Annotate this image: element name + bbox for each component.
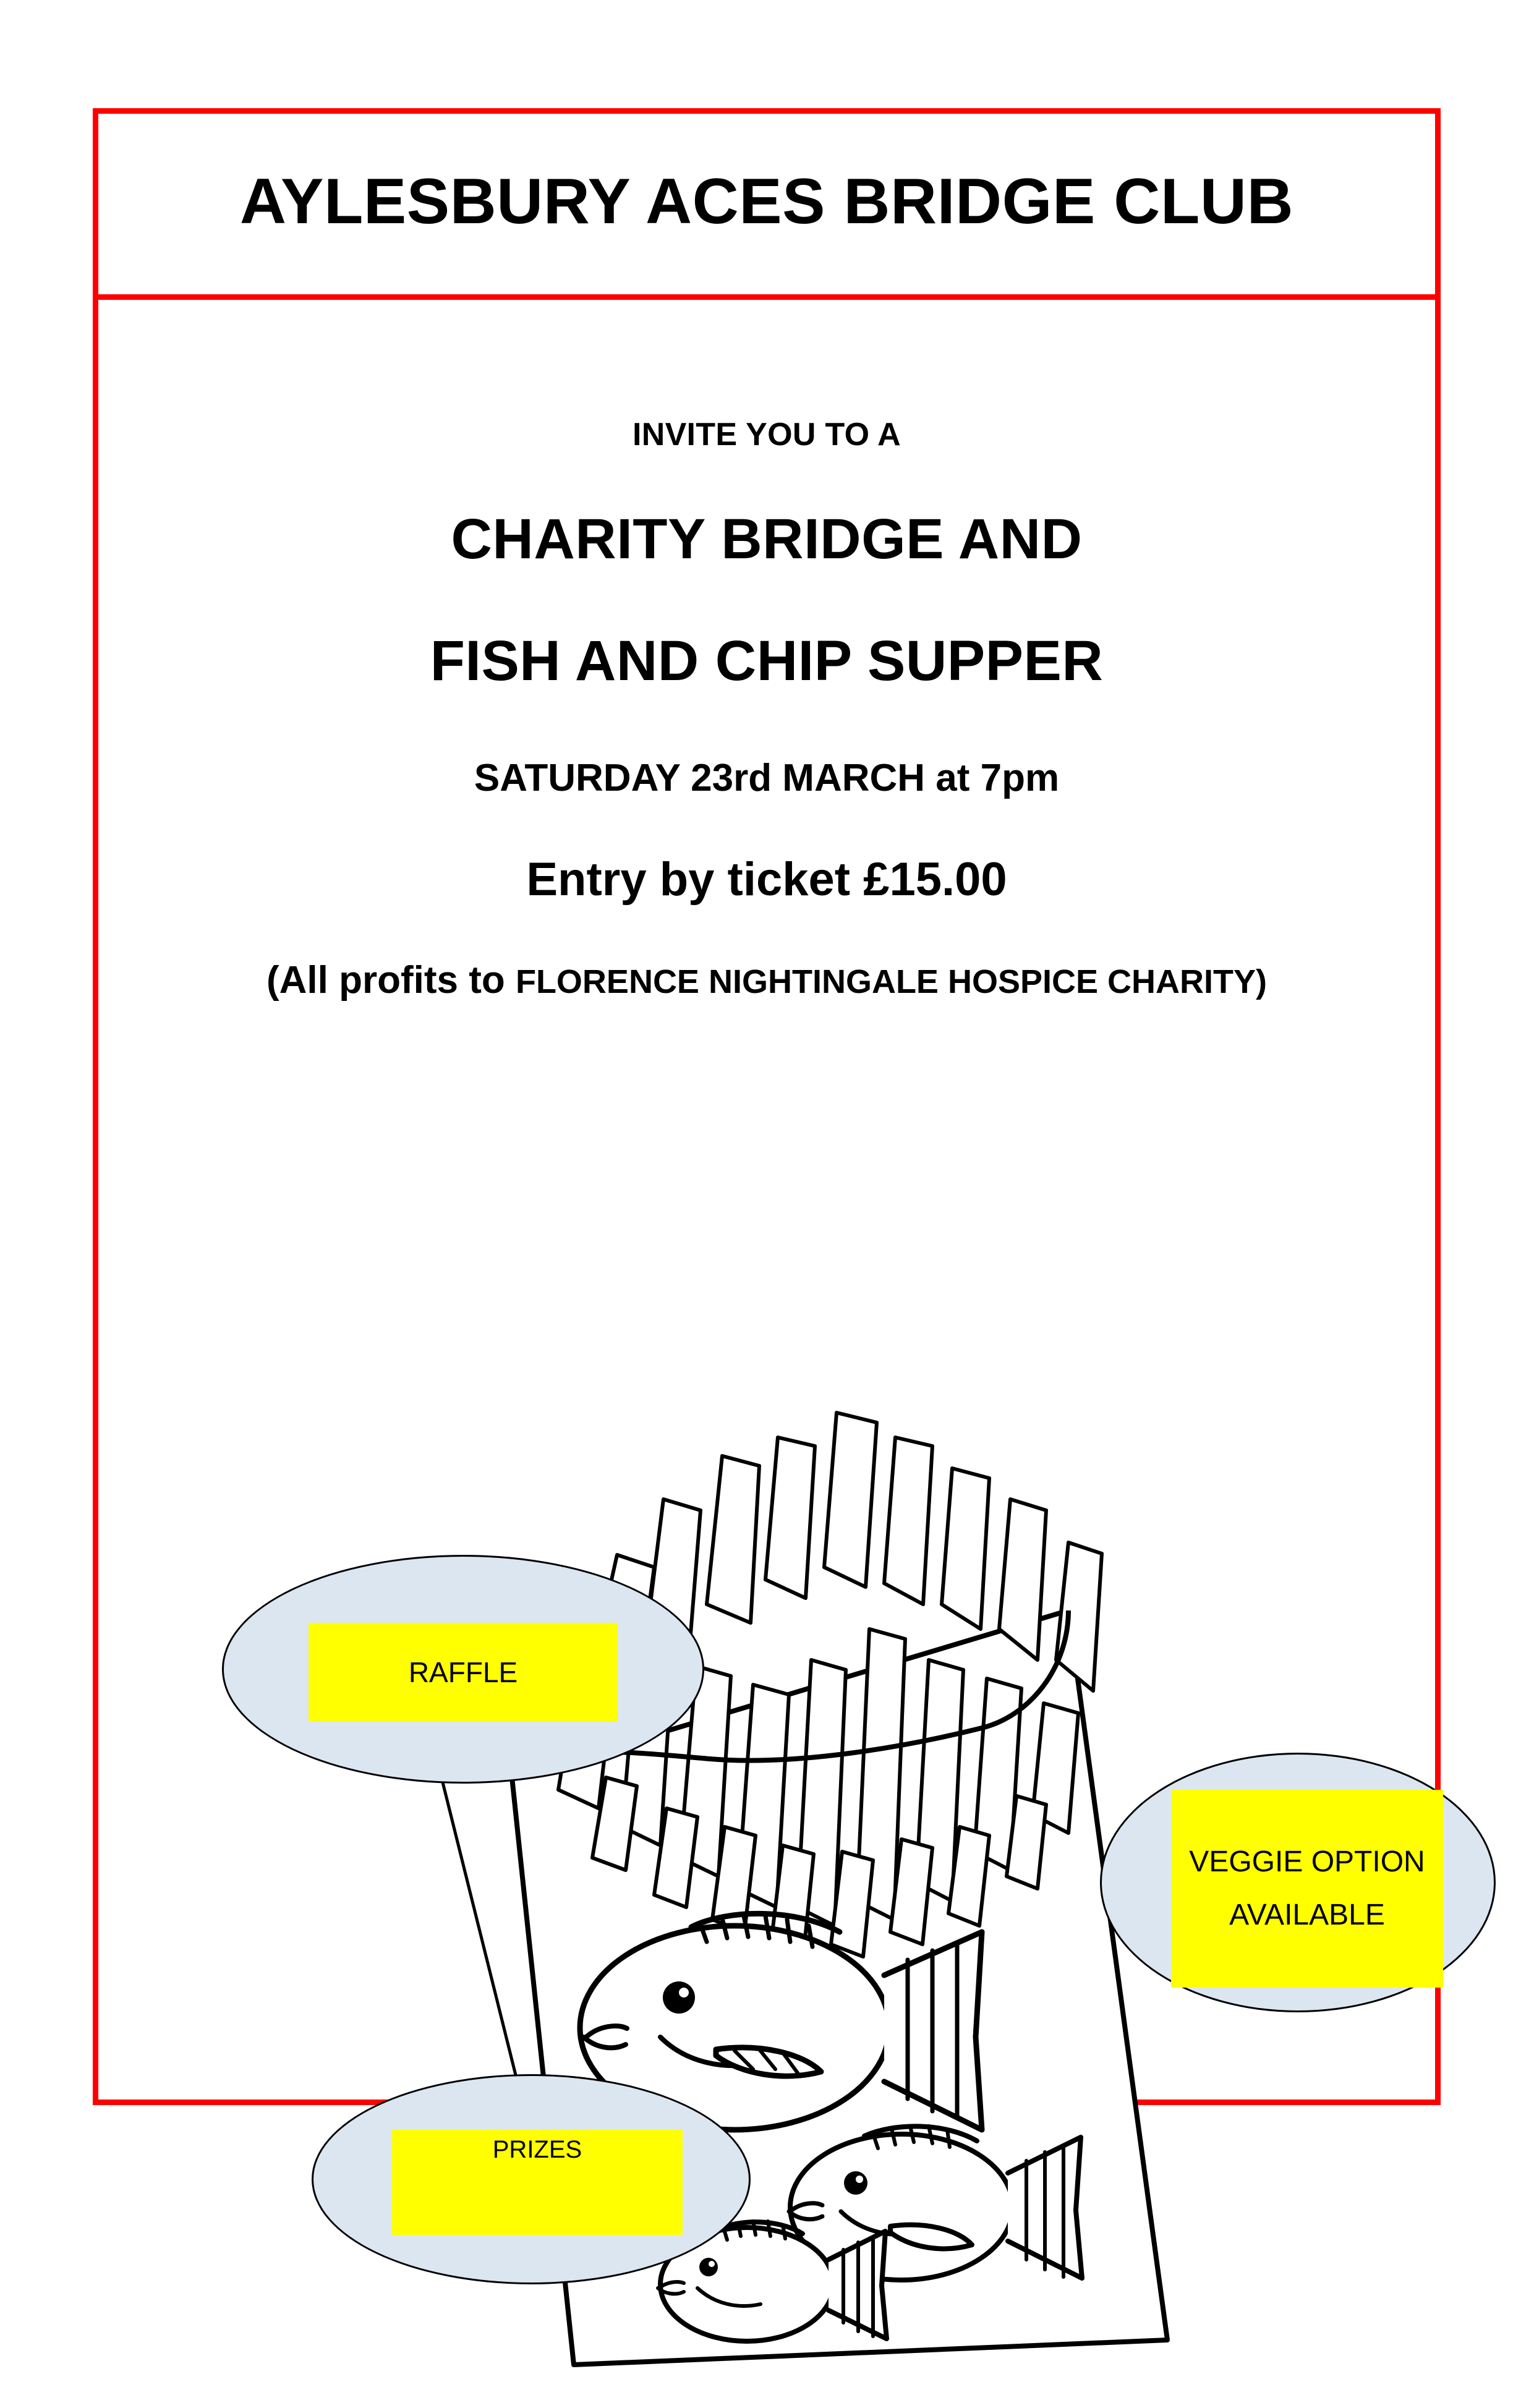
headline-primary: CHARITY BRIDGE AND	[451, 508, 1083, 571]
invite-line: INVITE YOU TO A	[632, 417, 901, 453]
title-banner	[93, 108, 1441, 300]
callout-veggie-label-line-2: AVAILABLE	[1229, 1899, 1385, 1931]
charity-note	[98, 959, 1435, 1002]
club-title: AYLESBURY ACES BRIDGE CLUB	[239, 165, 1294, 237]
callout-raffle[interactable]	[222, 1555, 704, 1784]
ticket-price: Entry by ticket £15.00	[526, 853, 1007, 906]
callout-prizes-label-box	[392, 2130, 683, 2235]
charity-note-prefix: (All profits to	[266, 959, 516, 1002]
callout-raffle-label: RAFFLE	[408, 1656, 518, 1688]
callout-veggie[interactable]	[1100, 1753, 1496, 2012]
callout-veggie-label-box	[1171, 1790, 1443, 1988]
poster-body	[98, 300, 1435, 2163]
event-date: SATURDAY 23rd MARCH at 7pm	[474, 756, 1060, 799]
callout-prizes[interactable]	[312, 2074, 751, 2284]
callout-raffle-label-box	[309, 1623, 618, 1722]
charity-name: FLORENCE NIGHTINGALE HOSPICE CHARITY)	[515, 963, 1267, 1001]
callout-veggie-label-line-1: VEGGIE OPTION	[1189, 1845, 1425, 1878]
poster	[93, 108, 1441, 2163]
headline-secondary: FISH AND CHIP SUPPER	[430, 629, 1104, 693]
callout-prizes-label: PRIZES	[492, 2136, 582, 2163]
